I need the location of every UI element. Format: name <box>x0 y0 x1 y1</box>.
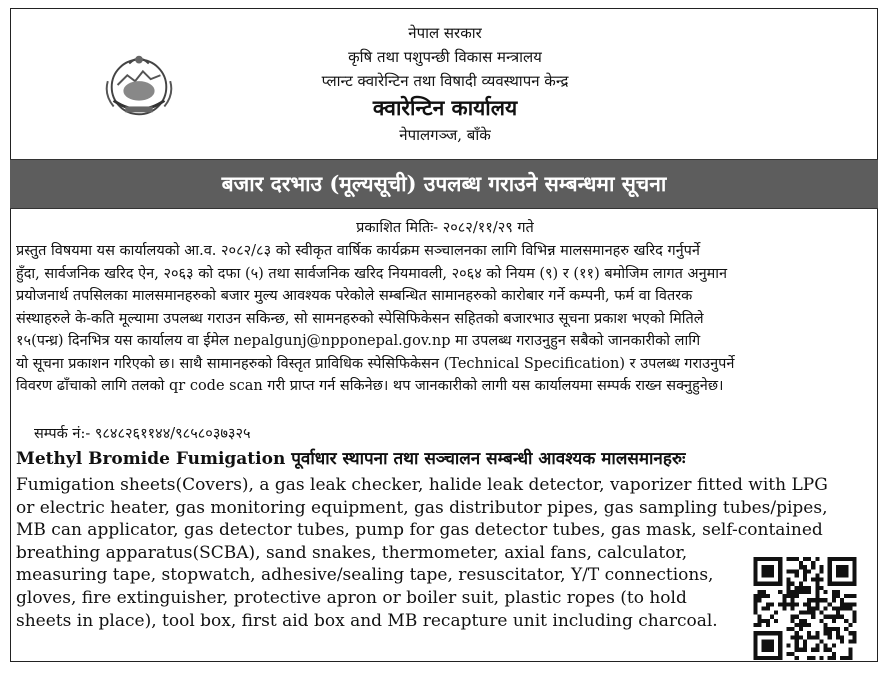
body-line: हुँदा, सार्वजनिक खरिद ऐन, २०६३ को दफा (५) तथा सार्वजनिक खरिद नियमावली, २०६४ को नियम (९) र (११) बमोजिम लागत अनुमान <box>16 265 728 282</box>
equipment-line: measuring tape, stopwatch, adhesive/sealing tape, resuscitator, Y/T connections, <box>16 565 714 586</box>
body-line: विवरण ढाँचाको लागि तलको qr code scan गरी प्राप्त गर्न सकिनेछ। थप जानकारीको लागी यस कार्यालयमा सम्पर्क राख्न सक्नुहुनेछ। <box>16 378 724 394</box>
body-line: संस्थाहरुले के-कति मूल्यामा उपलब्ध गराउन सकिन्छ, सो सामनहरुको स्पेसिफिकेसन सहितको बजारभाउ सूचना प्रकाश भएको मितिले <box>16 310 704 327</box>
body-line: प्रस्तुत विषयमा यस कार्यालयको आ.व. २०८२/८३ को स्वीकृत वार्षिक कार्यक्रम सञ्चालनका लागि विभिन्न मालसमानहरु खरिद गर्नुपर्ने <box>16 243 700 259</box>
contact-numbers: सम्पर्क नं:- ९८४८२६११४४/९८५८०३७३२५ <box>34 426 251 442</box>
equipment-heading-nepali: पूर्वाधार स्थापना तथा सञ्चालन सम्बन्धी आवश्यक मालसमानहरुः <box>285 449 686 469</box>
published-date: प्रकाशित मितिः- २०८२/११/२९ गते <box>356 220 534 236</box>
body-line: १५(पन्ध्र) दिनभित्र यस कार्यालय वा ईमेल nepalgunj@npponepal.gov.np मा उपलब्ध गराउनुहुन सबैको जानकारीको लागि <box>16 333 701 349</box>
qr-code-icon[interactable] <box>752 557 858 660</box>
equipment-list <box>16 474 868 632</box>
equipment-line: or electric heater, gas monitoring equipment, gas distributor pipes, gas sampling tubes/pipes, <box>16 497 828 518</box>
header-line-ministry: कृषि तथा पशुपन्छी विकास मन्त्रालय <box>348 48 542 66</box>
notice-title-banner <box>10 159 878 209</box>
header-office-name: क्वारेन्टिन कार्यालय <box>372 95 518 120</box>
body-line: प्रयोजनार्थ तपसिलका मालसमानहरुको बजार मुल्य आवश्यक परेकोले सम्बन्धित सामानहरुको कारोबार गर्ने कम्पनी, फर्म वा वितरक <box>16 288 693 304</box>
header-line-centre: प्लान्ट क्वारेन्टिन तथा विषादी व्यवस्थापन केन्द्र <box>321 72 569 90</box>
equipment-line: Fumigation sheets(Covers), a gas leak checker, halide leak detector, vaporizer fitted with LPG <box>16 475 828 495</box>
equipment-line: gloves, fire extinguisher, protective apron or boiler suit, plastic ropes (to hold <box>16 587 687 608</box>
equipment-line: breathing apparatus(SCBA), sand snakes, thermometer, axial fans, calculator, <box>16 542 688 563</box>
notice-body <box>16 240 868 398</box>
header-location: नेपालगञ्ज, बाँके <box>399 126 491 144</box>
equipment-line: sheets in place), tool box, first aid box and MB recapture unit including charcoal. <box>16 610 718 631</box>
equipment-line: MB can applicator, gas detector tubes, pump for gas detector tubes, gas mask, self-contained <box>16 520 823 541</box>
header-line-government: नेपाल सरकार <box>408 24 482 42</box>
equipment-heading <box>16 446 868 472</box>
body-line: यो सूचना प्रकाशन गरिएको छ। साथै सामानहरुको विस्तृत प्राविधिक स्पेसिफिकेसन (Technical Specification) र उपलब्ध गराउनुपर्ने <box>16 355 735 372</box>
equipment-heading-english: Methyl Bromide Fumigation <box>16 449 286 469</box>
notice-title: बजार दरभाउ (मूल्यसूची) उपलब्ध गराउने सम्बन्धमा सूचना <box>221 171 667 196</box>
